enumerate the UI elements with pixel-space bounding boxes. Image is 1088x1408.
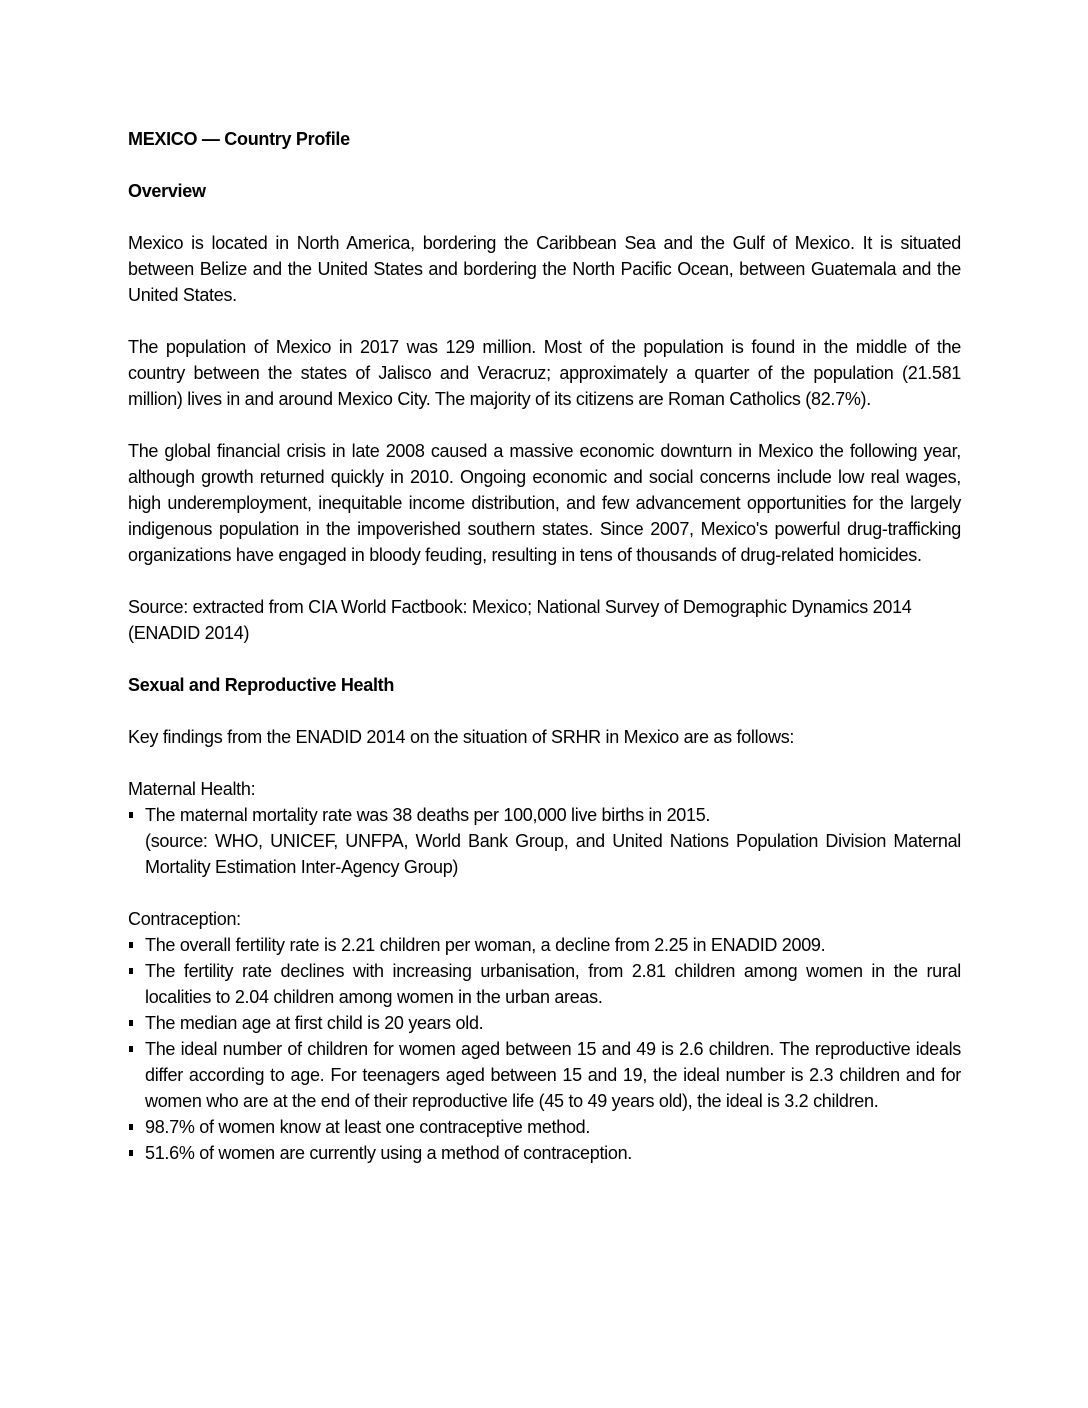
list-item-text: 51.6% of women are currently using a method of contraception. <box>145 1143 632 1163</box>
contraception-label: Contraception: <box>128 909 241 929</box>
list-item-text: 98.7% of women know at least one contraceptive method. <box>145 1117 591 1137</box>
srh-intro: Key findings from the ENADID 2014 on the situation of SRHR in Mexico are as follows: <box>128 727 795 747</box>
overview-source: Source: extracted from CIA World Factbook: Mexico; National Survey of Demographic Dynamics 2014 (ENADID 2014) <box>128 597 912 643</box>
bullet-icon <box>129 942 133 948</box>
bullet-icon <box>129 812 133 818</box>
bullet-icon <box>129 1150 133 1156</box>
list-item <box>128 1010 961 1036</box>
maternal-health-list <box>128 802 961 880</box>
list-item <box>128 802 961 880</box>
srh-heading: Sexual and Reproductive Health <box>128 675 395 695</box>
list-item-source: (source: WHO, UNICEF, UNFPA, World Bank Group, and United Nations Population Division Maternal Mortality Estimation Inter-Agency Group) <box>145 831 961 877</box>
list-item-text: The median age at first child is 20 years old. <box>145 1013 484 1033</box>
bullet-icon <box>129 968 133 974</box>
contraception-list <box>128 932 961 1166</box>
list-item <box>128 932 961 958</box>
list-item-text: The ideal number of children for women aged between 15 and 49 is 2.6 children. The reproductive ideals differ according to age. For teenagers aged between 15 and 19, the ideal number is 2.3 children and for women who are at the end of their reproductive life (45 to 49 years old), the ideal is 3.2 children. <box>145 1039 961 1111</box>
bullet-icon <box>129 1020 133 1026</box>
list-item <box>128 1036 961 1114</box>
overview-heading: Overview <box>128 181 206 201</box>
document-page <box>128 126 961 1192</box>
overview-paragraph-population: The population of Mexico in 2017 was 129 million. Most of the population is found in the middle of the country between the states of Jalisco and Veracruz; approximately a quarter of the population (21.581 million) lives in and around Mexico City. The majority of its citizens are Roman Catholics (82.7%). <box>128 337 961 409</box>
maternal-health-label: Maternal Health: <box>128 779 256 799</box>
list-item-text: The overall fertility rate is 2.21 children per woman, a decline from 2.25 in ENADID 2009. <box>145 935 826 955</box>
overview-paragraph-location: Mexico is located in North America, bordering the Caribbean Sea and the Gulf of Mexico. It is situated between Belize and the United States and bordering the North Pacific Ocean, between Guatemala and the United States. <box>128 233 961 305</box>
bullet-icon <box>129 1124 133 1130</box>
list-item <box>128 958 961 1010</box>
bullet-icon <box>129 1046 133 1052</box>
page-title: MEXICO — Country Profile <box>128 129 350 149</box>
overview-paragraph-economy: The global financial crisis in late 2008 caused a massive economic downturn in Mexico the following year, although growth returned quickly in 2010. Ongoing economic and social concerns include low real wages, high underemployment, inequitable income distribution, and few advancement opportunities for the largely indigenous population in the impoverished southern states. Since 2007, Mexico's powerful drug-trafficking organizations have engaged in bloody feuding, resulting in tens of thousands of drug-related homicides. <box>128 441 961 565</box>
list-item-text: The fertility rate declines with increasing urbanisation, from 2.81 children among women in the rural localities to 2.04 children among women in the urban areas. <box>145 961 961 1007</box>
list-item <box>128 1114 961 1140</box>
list-item <box>128 1140 961 1166</box>
list-item-text: The maternal mortality rate was 38 deaths per 100,000 live births in 2015. <box>145 805 711 825</box>
